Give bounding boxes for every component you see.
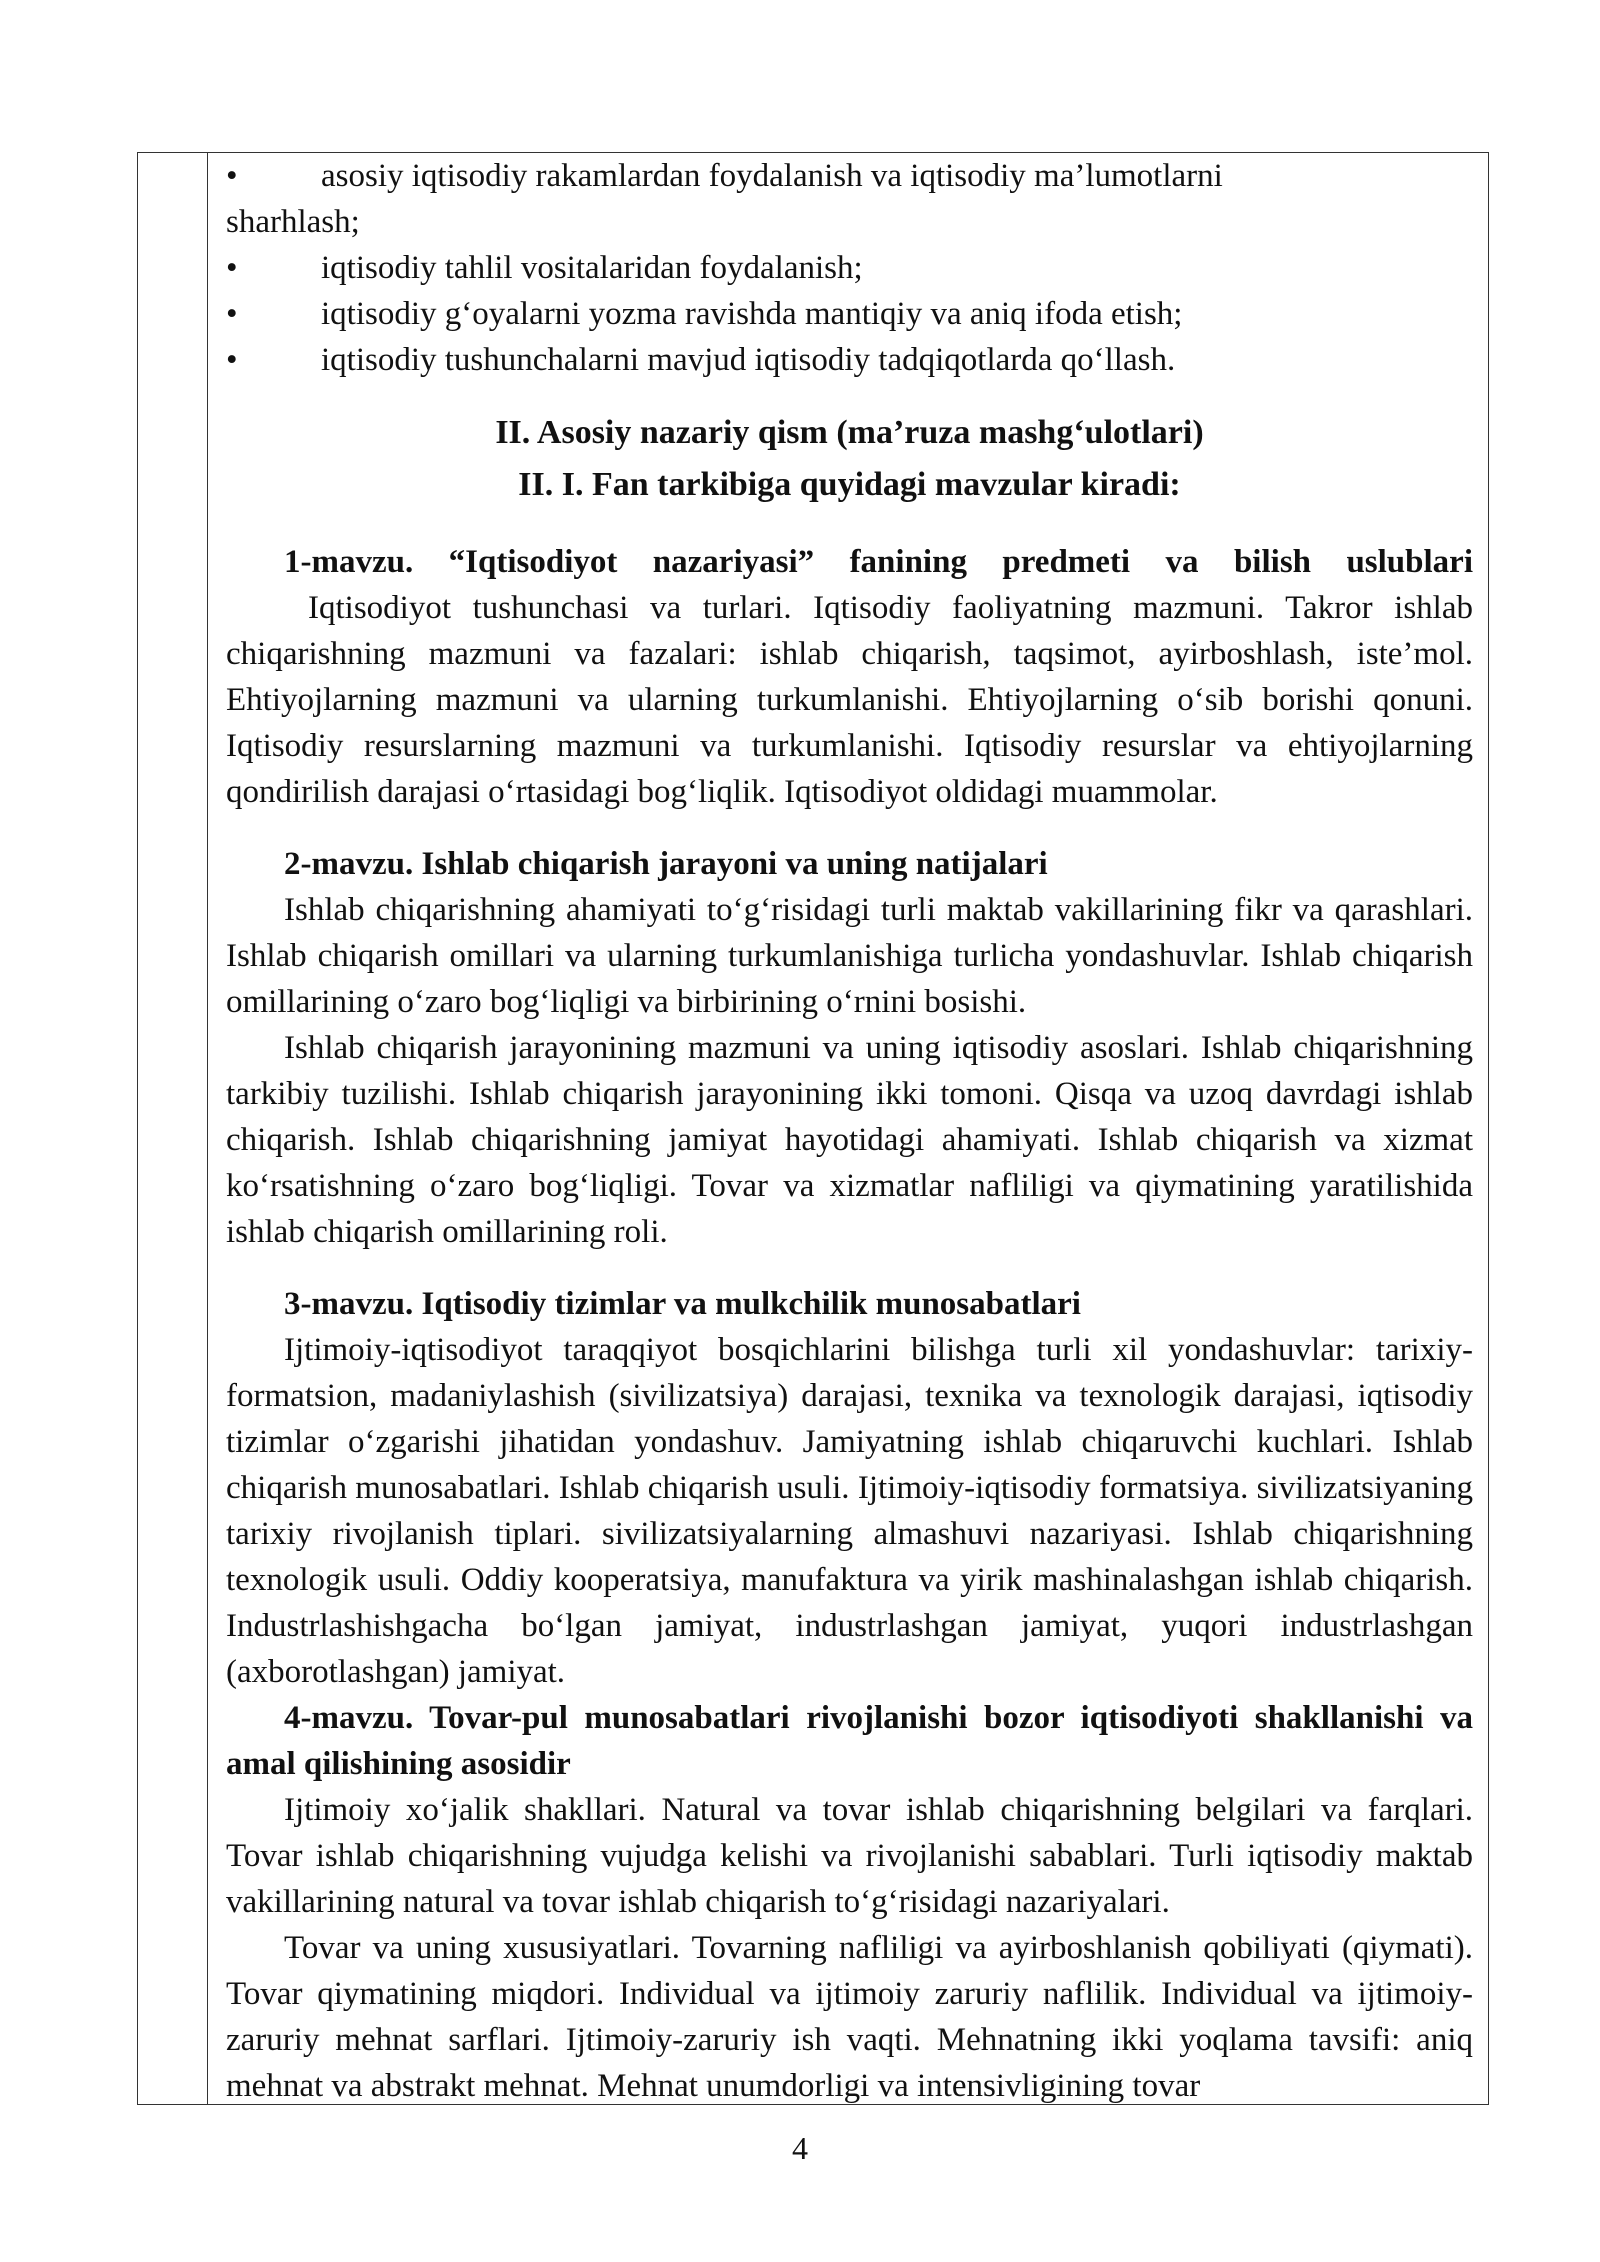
topic-title: 4-mavzu. Tovar-pul munosabatlari rivojlanishi bozor iqtisodiyoti shakllanishi va amal qilishining asosidir <box>226 1700 1473 1782</box>
topic-title: 2-mavzu. Ishlab chiqarish jarayoni va uning natijalari <box>284 846 1048 882</box>
topic-paragraph: Tovar va uning xususiyatlari. Tovarning nafliligi va ayirboshlanish qobiliyati (qiymati). Tovar qiymatining miqdori. Individual va ijtimoiy zaruriy naflilik. Individual va ijtimoiy-zaruriy mehnat sarflari. Ijtimoiy-zaruriy ish vaqti. Mehnatning ikki yoqlama tavsifi: aniq mehnat va abstrakt mehnat. Mehnat unumdorligi va intensivligining tovar <box>226 1930 1473 2104</box>
topic-title: 3-mavzu. Iqtisodiy tizimlar va mulkchilik munosabatlari <box>284 1286 1081 1322</box>
bullet-marker: • <box>226 296 238 332</box>
section-heading: II. Asosiy nazariy qism (ma’ruza mashg‘ulotlari) <box>495 414 1204 451</box>
list-item-continuation: sharhlash; <box>226 204 360 240</box>
topic-paragraph: Ishlab chiqarish jarayonining mazmuni va uning iqtisodiy asoslari. Ishlab chiqarishning tarkibiy tuzilishi. Ishlab chiqarish jarayonining ikki tomoni. Qisqa va uzoq davrdagi ishlab chiqarish. Ishlab chiqarishning jamiyat hayotidagi ahamiyati. Ishlab chiqarish va xizmat ko‘rsatishning o‘zaro bog‘liqligi. Tovar va xizmatlar nafliligi va qiymatining yaratilishida ishlab chiqarish omillarining roli. <box>226 1030 1473 1250</box>
topic-paragraph: Ijtimoiy xo‘jalik shakllari. Natural va tovar ishlab chiqarishning belgilari va farqlari. Tovar ishlab chiqarishning vujudga kelishi va rivojlanishi sabablari. Turli iqtisodiy maktab vakillarining natural va tovar ishlab chiqarish to‘g‘risidagi nazariyalari. <box>226 1792 1473 1920</box>
bullet-marker: • <box>226 158 238 194</box>
topic-title: 1-mavzu. “Iqtisodiyot nazariyasi” fanining predmeti va bilish uslublari <box>284 544 1473 580</box>
list-item-text: asosiy iqtisodiy rakamlardan foydalanish va iqtisodiy ma’lumotlarni <box>321 158 1223 194</box>
page-number: 4 <box>792 2130 808 2166</box>
list-item-text: iqtisodiy tushunchalarni mavjud iqtisodiy tadqiqotlarda qo‘llash. <box>321 342 1176 378</box>
page-content <box>226 153 1473 2109</box>
topic-paragraph: Ishlab chiqarishning ahamiyati to‘g‘risidagi turli maktab vakillarining fikr va qarashlari. Ishlab chiqarish omillari va ularning turkumlanishiga turlicha yondashuvlar. Ishlab chiqarish omillarining o‘zaro bog‘liqligi va birbirining o‘rnini bosishi. <box>226 892 1473 1020</box>
topic-4 <box>226 1695 1473 2109</box>
topic-1 <box>226 539 1473 815</box>
list-item-text: iqtisodiy g‘oyalarni yozma ravishda mantiqiy va aniq ifoda etish; <box>321 296 1183 332</box>
list-item <box>226 291 1473 337</box>
list-item <box>226 337 1473 383</box>
list-item-text: iqtisodiy tahlil vositalaridan foydalanish; <box>321 250 863 286</box>
topic-paragraph: Ijtimoiy-iqtisodiyot taraqqiyot bosqichlarini bilishga turli xil yondashuvlar: tarixiy-formatsion, madaniylashish (sivilizatsiya) darajasi, texnika va texnologik darajasi, iqtisodiy tizimlar o‘zgarishi jihatidan yondashuv. Jamiyatning ishlab chiqaruvchi kuchlari. Ishlab chiqarish munosabatlari. Ishlab chiqarish usuli. Ijtimoiy-iqtisodiy formatsiya. sivilizatsiyaning tarixiy rivojlanish tiplari. sivilizatsiyalarning almashuvi nazariyasi. Ishlab chiqarishning texnologik usuli. Oddiy kooperatsiya, manufaktura va yirik mashinalashgan ishlab chiqarish. Industrlashishgacha bo‘lgan jamiyat, industrlashgan jamiyat, yuqori industrlashgan (axborotlashgan) jamiyat. <box>226 1332 1473 1690</box>
bullet-marker: • <box>226 250 238 286</box>
topic-2 <box>226 841 1473 1255</box>
list-item <box>226 153 1473 199</box>
topic-3 <box>226 1281 1473 1695</box>
subsection-heading: II. I. Fan tarkibiga quyidagi mavzular kiradi: <box>518 466 1181 503</box>
topic-paragraph: Iqtisodiyot tushunchasi va turlari. Iqtisodiy faoliyatning mazmuni. Takror ishlab chiqarishning mazmuni va fazalari: ishlab chiqarish, taqsimot, ayirboshlash, iste’mol. Ehtiyojlarning mazmuni va ularning turkumlanishi. Ehtiyojlarning o‘sib borishi qonuni. Iqtisodiy resurslarning mazmuni va turkumlanishi. Iqtisodiy resurslar va ehtiyojlarning qondirilish darajasi o‘rtasidagi bog‘liqlik. Iqtisodiyot oldidagi muammolar. <box>226 590 1473 810</box>
bullet-marker: • <box>226 342 238 378</box>
table-column-divider <box>207 152 208 2105</box>
list-item <box>226 245 1473 291</box>
competency-bullet-list <box>226 153 1473 383</box>
